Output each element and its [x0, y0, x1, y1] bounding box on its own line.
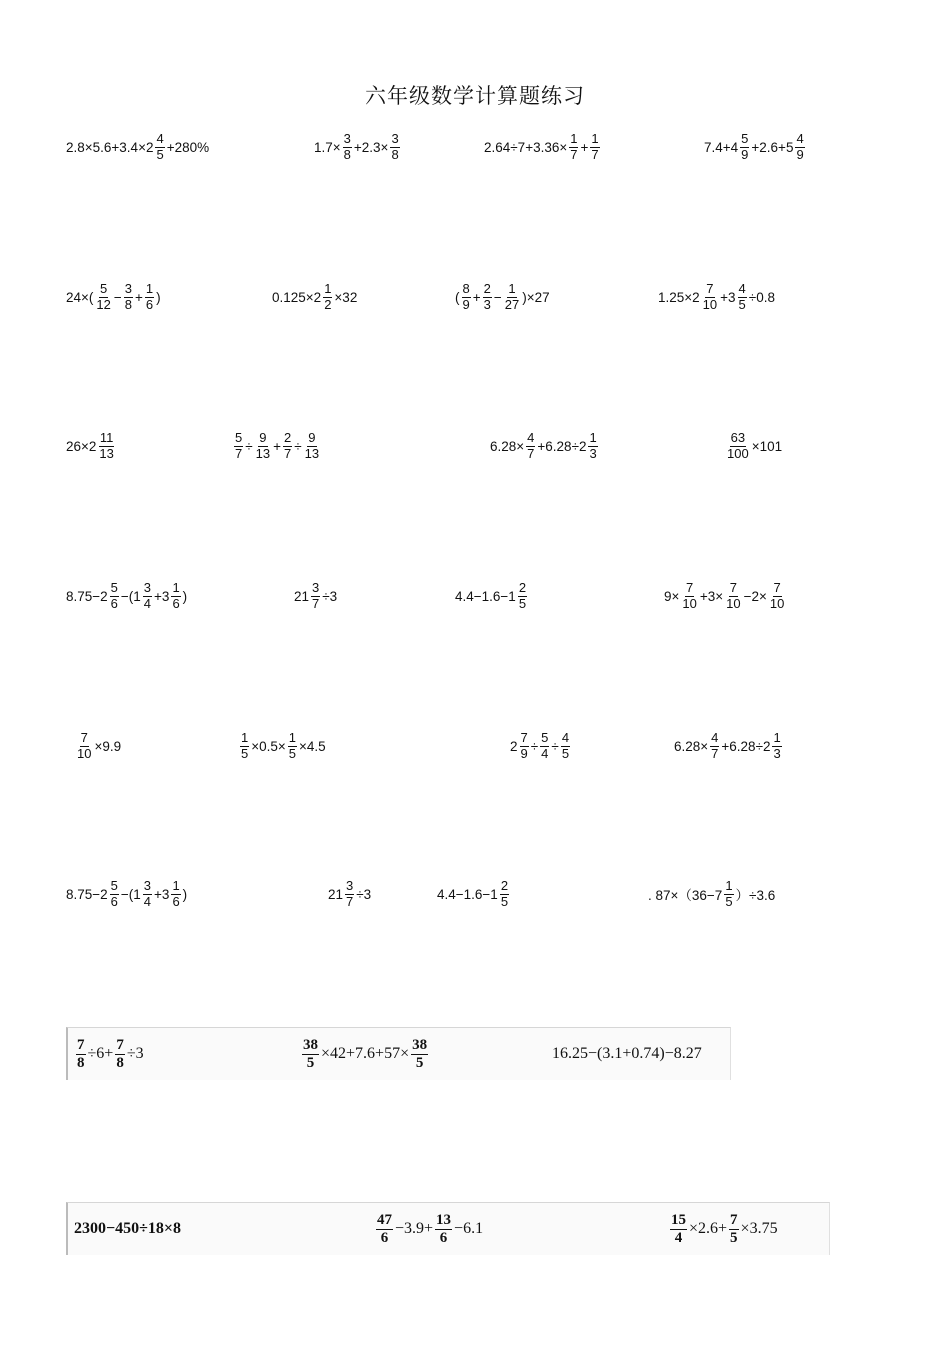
expression-text: ）÷3.6 — [735, 888, 776, 903]
problem — [272, 273, 357, 321]
fraction — [143, 879, 152, 909]
denominator: 4 — [143, 893, 152, 909]
numerator: 13 — [436, 1211, 452, 1228]
expression-text: ×9.9 — [94, 738, 122, 754]
expression-text: +3 — [720, 289, 736, 305]
expression-text: +3× — [699, 588, 724, 604]
numerator: 2 — [518, 579, 527, 595]
fraction — [76, 731, 92, 761]
numerator: 1 — [172, 877, 180, 893]
denominator: 10 — [769, 595, 785, 611]
denominator: 4 — [541, 745, 549, 761]
expression-text: ÷0.8 — [748, 289, 775, 305]
expression-text: 6.28× — [674, 738, 709, 754]
problem-row-4 — [0, 572, 950, 620]
numerator: 5 — [100, 280, 108, 296]
expression-text: 24×( — [66, 289, 94, 305]
fraction — [110, 581, 119, 611]
numerator: 5 — [235, 429, 243, 445]
expression-text: ÷ — [245, 438, 253, 454]
denominator: 13 — [255, 445, 271, 461]
problem — [658, 273, 775, 321]
expression-text: 26×2 — [66, 438, 97, 454]
numerator: 3 — [143, 579, 152, 595]
fraction — [462, 282, 471, 312]
expression-text: +3 — [154, 588, 170, 604]
fraction — [588, 431, 597, 461]
numerator: 1 — [172, 579, 180, 595]
problem — [66, 123, 209, 171]
expression-text: ( — [455, 289, 460, 305]
expression-text: −(1 — [120, 588, 141, 604]
numerator: 2 — [500, 877, 509, 893]
fraction — [726, 431, 750, 461]
denominator: 7 — [235, 445, 243, 461]
denominator: 100 — [727, 445, 749, 461]
fraction — [155, 132, 164, 162]
expression-text: ×4.5 — [299, 738, 326, 754]
fraction — [345, 879, 354, 909]
denominator: 6 — [110, 893, 118, 909]
numerator: 1 — [145, 280, 154, 296]
fraction — [590, 132, 599, 162]
denominator: 8 — [77, 1054, 85, 1071]
boxed-problem-strip-1 — [66, 1027, 731, 1080]
numerator: 5 — [741, 130, 749, 146]
numerator: 63 — [730, 429, 746, 445]
fraction — [411, 1037, 428, 1072]
problem — [668, 1205, 778, 1253]
numerator: 38 — [303, 1036, 318, 1053]
fraction — [540, 731, 549, 761]
fraction — [702, 282, 718, 312]
denominator: 8 — [343, 146, 351, 162]
problem — [74, 1030, 144, 1078]
expression-text: 4.4−1.6−1 — [437, 886, 498, 902]
problem-row-1 — [0, 123, 950, 171]
numerator: 7 — [730, 1211, 738, 1228]
numerator: 7 — [686, 579, 694, 595]
fraction — [302, 1037, 319, 1072]
expression-text: ) — [182, 886, 188, 902]
fraction — [738, 282, 747, 312]
expression-text: 7.4+4 — [704, 139, 739, 155]
expression-text: + — [472, 289, 481, 305]
numerator: 3 — [312, 579, 320, 595]
expression-text: −2× — [743, 588, 767, 604]
denominator: 13 — [304, 445, 320, 461]
problem — [484, 123, 602, 171]
boxed-problem-strip-2 — [66, 1202, 830, 1255]
expression-text: 2300−450÷18×8 — [74, 1220, 182, 1237]
expression-text: ÷ — [551, 738, 559, 754]
denominator: 7 — [570, 146, 578, 162]
numerator: 7 — [729, 579, 737, 595]
problem — [374, 1205, 483, 1253]
expression-text: ) — [156, 289, 161, 305]
expression-text: +3 — [154, 886, 170, 902]
numerator: 3 — [346, 877, 354, 893]
fraction — [520, 731, 529, 761]
problem-row-2 — [0, 273, 950, 321]
problem — [66, 870, 187, 918]
numerator: 7 — [773, 579, 781, 595]
denominator: 5 — [288, 745, 297, 761]
denominator: 5 — [415, 1054, 424, 1071]
numerator: 1 — [773, 729, 781, 745]
fraction — [569, 132, 578, 162]
denominator: 3 — [773, 745, 781, 761]
denominator: 7 — [284, 445, 292, 461]
numerator: 11 — [99, 429, 114, 445]
numerator: 3 — [143, 877, 152, 893]
fraction — [311, 581, 320, 611]
denominator: 7 — [711, 745, 719, 761]
numerator: 2 — [284, 429, 292, 445]
denominator: 9 — [520, 745, 528, 761]
numerator: 2 — [483, 280, 491, 296]
expression-text: 21 — [328, 886, 344, 902]
denominator: 6 — [172, 595, 180, 611]
denominator: 6 — [380, 1229, 389, 1246]
denominator: 5 — [306, 1054, 315, 1071]
fraction — [234, 431, 243, 461]
fraction — [390, 132, 399, 162]
numerator: 8 — [462, 280, 470, 296]
expression-text: ×0.5× — [251, 738, 286, 754]
denominator: 5 — [730, 1229, 738, 1246]
fraction — [124, 282, 133, 312]
expression-text: 4.4−1.6−1 — [455, 588, 516, 604]
fraction — [710, 731, 719, 761]
page-title: 六年级数学计算题练习 — [365, 84, 585, 108]
problem — [437, 870, 511, 918]
numerator: 5 — [110, 877, 118, 893]
problem — [232, 422, 322, 470]
denominator: 8 — [116, 1054, 124, 1071]
problem-row-3 — [0, 422, 950, 470]
denominator: 5 — [500, 893, 509, 909]
expression-text: ×2.6+ — [689, 1220, 728, 1237]
expression-text: ×32 — [334, 289, 358, 305]
problem — [300, 1030, 430, 1078]
denominator: 8 — [124, 296, 132, 312]
expression-text: 21 — [294, 588, 310, 604]
fraction — [76, 1037, 86, 1072]
expression-text: ÷3 — [322, 588, 338, 604]
denominator: 9 — [741, 146, 749, 162]
denominator: 13 — [99, 445, 114, 461]
denominator: 5 — [241, 745, 249, 761]
denominator: 6 — [172, 893, 180, 909]
denominator: 3 — [483, 296, 491, 312]
problem — [704, 123, 807, 171]
numerator: 3 — [391, 130, 399, 146]
fraction — [95, 282, 111, 312]
denominator: 7 — [527, 445, 535, 461]
fraction — [504, 282, 520, 312]
numerator: 1 — [324, 280, 332, 296]
numerator: 1 — [591, 130, 599, 146]
denominator: 10 — [726, 595, 741, 611]
numerator: 5 — [541, 729, 549, 745]
denominator: 5 — [561, 745, 570, 761]
denominator: 5 — [518, 595, 527, 611]
expression-text: − — [493, 289, 502, 305]
numerator: 1 — [508, 280, 516, 296]
problem-row-5 — [0, 722, 950, 770]
numerator: 1 — [570, 130, 578, 146]
expression-text: −(1 — [120, 886, 141, 902]
expression-text: − — [113, 289, 122, 305]
fraction — [255, 431, 271, 461]
numerator: 4 — [738, 280, 746, 296]
numerator: 1 — [589, 429, 597, 445]
denominator: 7 — [312, 595, 320, 611]
problem — [455, 273, 550, 321]
fraction — [795, 132, 804, 162]
expression-text: 16.25−(3.1+0.74)−8.27 — [552, 1045, 702, 1062]
expression-text: . 87×（36−7 — [648, 888, 723, 903]
problem — [648, 870, 775, 918]
fraction — [681, 581, 697, 611]
numerator: 7 — [77, 1036, 85, 1053]
problem — [328, 870, 371, 918]
problem — [294, 572, 337, 620]
expression-text: +6.28÷2 — [721, 738, 771, 754]
expression-text: 8.75−2 — [66, 886, 108, 902]
numerator: 15 — [671, 1211, 686, 1228]
numerator: 4 — [796, 130, 804, 146]
fraction — [435, 1212, 452, 1247]
fraction — [288, 731, 297, 761]
fraction — [304, 431, 320, 461]
denominator: 3 — [589, 445, 597, 461]
numerator: 4 — [527, 429, 535, 445]
expression-text: ÷6+ — [87, 1045, 114, 1062]
problem — [66, 422, 117, 470]
denominator: 9 — [462, 296, 470, 312]
numerator: 9 — [308, 429, 316, 445]
expression-text: 0.125×2 — [272, 289, 322, 305]
fraction — [343, 132, 352, 162]
fraction — [740, 132, 749, 162]
numerator: 1 — [288, 729, 297, 745]
fraction — [110, 879, 119, 909]
fraction — [171, 581, 180, 611]
denominator: 9 — [796, 146, 804, 162]
expression-text: ×101 — [751, 438, 783, 454]
numerator: 4 — [711, 729, 719, 745]
denominator: 8 — [391, 146, 399, 162]
numerator: 5 — [110, 579, 118, 595]
denominator: 6 — [145, 296, 154, 312]
numerator: 7 — [706, 280, 714, 296]
expression-text: ÷3 — [126, 1045, 144, 1062]
fraction — [483, 282, 492, 312]
fraction — [171, 879, 180, 909]
expression-text: + — [273, 438, 282, 454]
numerator: 7 — [80, 729, 88, 745]
numerator: 7 — [520, 729, 528, 745]
expression-text: ×3.75 — [740, 1220, 778, 1237]
fraction — [769, 581, 785, 611]
expression-text: 2.64÷7+3.36× — [484, 139, 568, 155]
expression-text: 8.75−2 — [66, 588, 108, 604]
fraction — [240, 731, 249, 761]
denominator: 27 — [504, 296, 520, 312]
numerator: 4 — [561, 729, 570, 745]
denominator: 10 — [77, 745, 92, 761]
problem — [552, 1030, 702, 1078]
expression-text: +6.28÷2 — [537, 438, 587, 454]
fraction — [518, 581, 527, 611]
denominator: 7 — [346, 893, 354, 909]
expression-text: ÷ — [294, 438, 302, 454]
denominator: 2 — [324, 296, 332, 312]
numerator: 7 — [116, 1036, 124, 1053]
denominator: 12 — [96, 296, 111, 312]
expression-text: ÷ — [530, 738, 539, 754]
expression-text: +2.3× — [353, 139, 389, 155]
expression-text: 1.7× — [314, 139, 341, 155]
expression-text: 6.28× — [490, 438, 525, 454]
denominator: 10 — [702, 296, 718, 312]
numerator: 9 — [259, 429, 267, 445]
problem — [674, 722, 784, 770]
fraction — [376, 1212, 393, 1247]
problem — [455, 572, 529, 620]
denominator: 5 — [725, 893, 733, 909]
problem — [74, 1205, 181, 1253]
expression-text: + — [580, 139, 589, 155]
expression-text: + — [135, 289, 143, 305]
fraction — [115, 1037, 125, 1072]
numerator: 47 — [377, 1211, 392, 1228]
fraction — [500, 879, 509, 909]
expression-text: 9× — [664, 588, 680, 604]
denominator: 6 — [110, 595, 118, 611]
denominator: 4 — [143, 595, 152, 611]
expression-text: 2 — [510, 738, 518, 754]
fraction — [145, 282, 154, 312]
denominator: 5 — [738, 296, 746, 312]
fraction — [670, 1212, 687, 1247]
denominator: 5 — [156, 146, 164, 162]
expression-text: +280% — [166, 139, 210, 155]
problem — [510, 722, 572, 770]
fraction — [283, 431, 292, 461]
fraction — [725, 581, 741, 611]
denominator: 10 — [682, 595, 697, 611]
problem — [238, 722, 326, 770]
problem — [664, 572, 787, 620]
denominator: 4 — [674, 1229, 683, 1246]
expression-text: 2.8×5.6+3.4×2 — [66, 139, 154, 155]
numerator: 38 — [412, 1036, 428, 1053]
numerator: 4 — [156, 130, 164, 146]
expression-text: −3.9+ — [395, 1220, 434, 1237]
expression-text: ) — [182, 588, 188, 604]
expression-text: ÷3 — [356, 886, 372, 902]
fraction — [724, 879, 733, 909]
problem-row-6 — [0, 870, 950, 918]
denominator: 6 — [439, 1229, 448, 1246]
fraction — [143, 581, 152, 611]
expression-text: ×42+7.6+57× — [321, 1045, 410, 1062]
problem — [724, 422, 782, 470]
fraction — [526, 431, 535, 461]
expression-text: +2.6+5 — [751, 139, 794, 155]
fraction — [729, 1212, 739, 1247]
fraction — [772, 731, 781, 761]
problem — [66, 572, 187, 620]
expression-text: −6.1 — [454, 1220, 484, 1237]
problem — [490, 422, 600, 470]
fraction — [561, 731, 570, 761]
problem — [74, 722, 121, 770]
numerator: 1 — [725, 877, 733, 893]
numerator: 1 — [241, 729, 249, 745]
numerator: 3 — [343, 130, 351, 146]
fraction — [323, 282, 332, 312]
numerator: 3 — [124, 280, 132, 296]
problem — [314, 123, 402, 171]
expression-text: 1.25×2 — [658, 289, 700, 305]
expression-text: )×27 — [522, 289, 550, 305]
problem — [66, 273, 161, 321]
denominator: 7 — [591, 146, 599, 162]
fraction — [98, 431, 114, 461]
